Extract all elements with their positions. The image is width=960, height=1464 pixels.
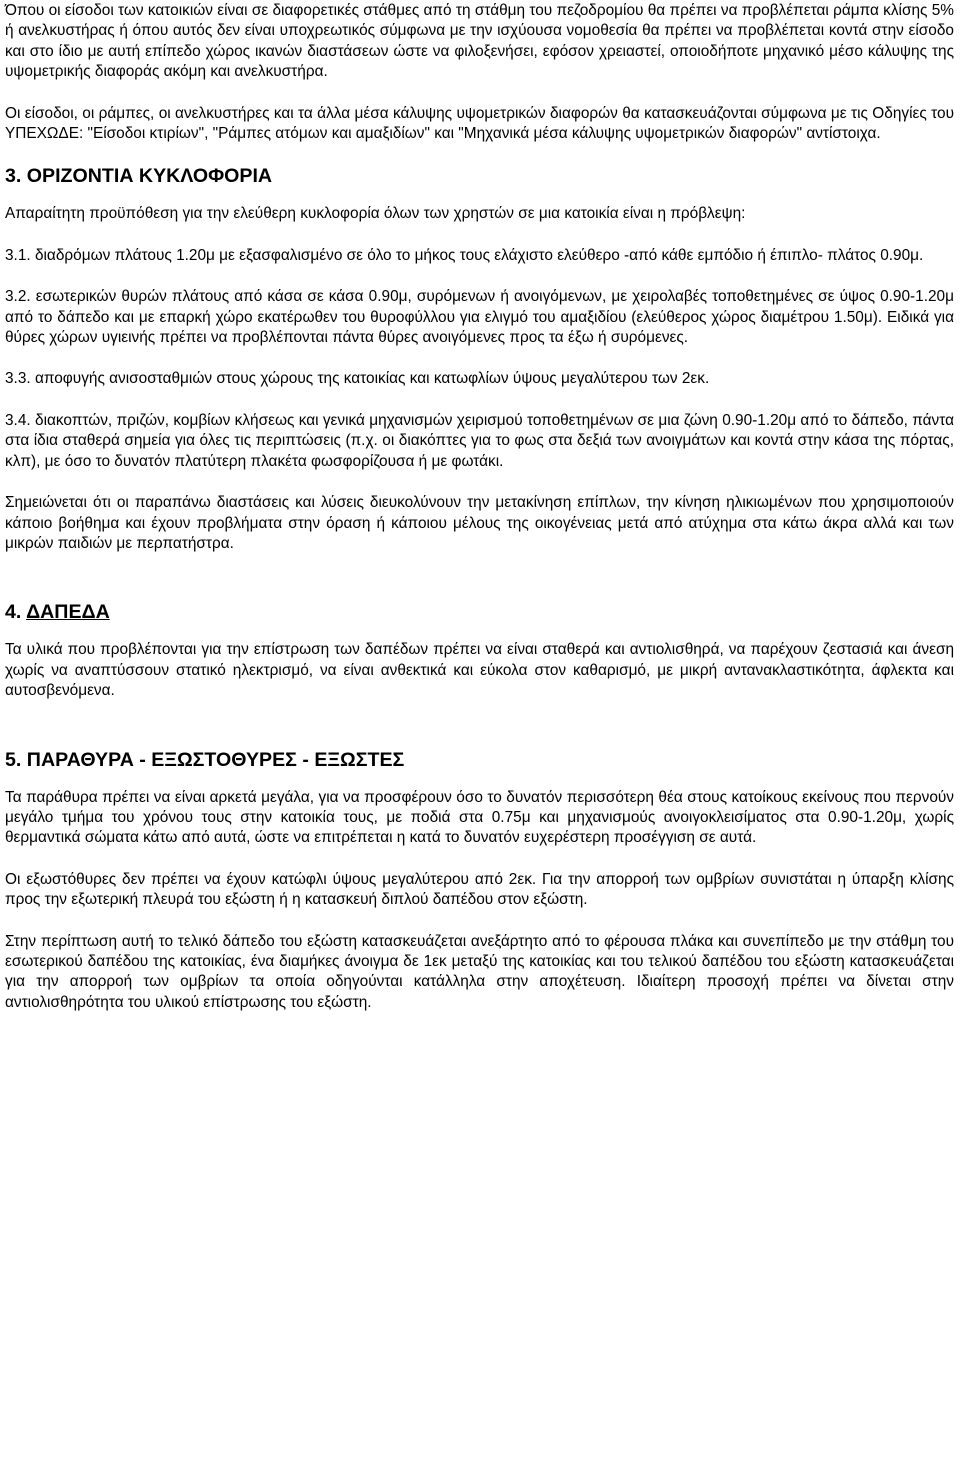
section-4-heading: [5, 600, 954, 624]
intro-paragraph: Όπου οι είσοδοι των κατοικιών είναι σε διαφορετικές στάθμες από τη στάθμη του πεζοδρομίου θα πρέπει να προβλέπεται ράμπα κλίσης 5% ή ανελκυστήρας ή όπου αυτός δεν είναι υποχρεωτικός σύμφωνα με την ισχύουσα νομοθεσία θα πρέπει να προβλέπεται κοντά στην είσοδο και στο ίδιο με αυτή επίπεδο χώρος ικανών διαστάσεων ώστε να φιλοξενήσει, εφόσον χρειαστεί, οποιοδήποτε μηχανικό μέσο κάλυψης της υψομετρικής διαφοράς ακόμη και ανελκυστήρα.: [5, 2, 954, 81]
item-3-3: 3.3. αποφυγής ανισοσταθμιών στους χώρους της κατοικίας και κατωφλίων ύψους μεγαλύτερου των 2εκ.: [5, 370, 710, 388]
section-5-number: 5.: [5, 748, 27, 771]
section-3-heading: [5, 164, 954, 188]
section-4-title: ΔΑΠΕΔΑ: [26, 601, 110, 624]
item-3-1: 3.1. διαδρόμων πλάτους 1.20μ με εξασφαλισμένο σε όλο το μήκος τους ελάχιστο ελεύθερο -από κάθε εμπόδιο ή έπιπλο- πλάτος 0.90μ.: [5, 246, 924, 264]
section-4-body: Τα υλικά που προβλέπονται για την επίστρωση των δαπέδων πρέπει να είναι σταθερά και αντιολισθηρά, να παρέχουν ζεστασιά και άνεση χωρίς να αναπτύσσουν στατικό ηλεκτρισμό, να είναι ανθεκτικά και εύκολα στον καθαρισμό, με μικρή αντανακλαστικότητα, άφλεκτα και αυτοσβενόμενα.: [5, 641, 954, 700]
section-4-number: 4.: [5, 601, 27, 624]
section-3-note: Σημειώνεται ότι οι παραπάνω διαστάσεις και λύσεις διευκολύνουν την μετακίνηση επίπλων, την κίνηση ηλικιωμένων που χρησιμοποιούν κάποιο βοήθημα και έχουν προβλήματα στην όραση ή κάποιου μέλους της οικογένειας μετά από ατύχημα στα κάτω άκρα αλλά και των μικρών παιδιών με περπατήστρα.: [5, 494, 954, 552]
section-3-number: 3.: [5, 165, 27, 188]
section-3-intro: Απαραίτητη προϋπόθεση για την ελεύθερη κυκλοφορία όλων των χρηστών σε μια κατοικία είναι η πρόβλεψη:: [5, 205, 746, 223]
section-5-para-2: Οι εξωστόθυρες δεν πρέπει να έχουν κατώφλι ύψους μεγαλύτερου από 2εκ. Για την απορροή των ομβρίων συνιστάται η ύπαρξη κλίσης προς την εξωτερική πλευρά του εξώστη ή η κατασκευή διπλού δαπέδου στον εξώστη.: [5, 870, 954, 909]
section-5-para-3: Στην περίπτωση αυτή το τελικό δάπεδο του εξώστη κατασκευάζεται ανεξάρτητο από το φέρουσα πλάκα και συνεπίπεδο με την στάθμη του εσωτερικού δαπέδου της κατοικίας, ένα διαμήκες άνοιγμα δε 1εκ μεταξύ της κατοικίας και του τελικού δαπέδου του εξώστη κατασκευάζεται για την απορροή των ομβρίων τα οποία οδηγούνται κατάλληλα στην αποχέτευση. Ιδιαίτερη προσοχή πρέπει να δίνεται στην αντιολισθηρότητα του υλικού επίστρωσης του εξώστη.: [5, 932, 954, 1011]
section-5-para-1: Τα παράθυρα πρέπει να είναι αρκετά μεγάλα, για να προσφέρουν όσο το δυνατόν περισσότερη θέα στους κατοίκους εκείνους που περνούν μεγάλο τμήμα του χρόνου τους στην κατοικία τους, με ποδιά στα 0.75μ και μηχανισμούς ανοιγοκλεισίματος στα 0.90-1.20μ, χωρίς θερμαντικά σώματα κάτω από αυτά, ώστε να επιτρέπεται η κατά το δυνατόν ευχερέστερη προσέγγιση σε αυτά.: [5, 788, 954, 847]
entrances-paragraph: Οι είσοδοι, οι ράμπες, οι ανελκυστήρες και τα άλλα μέσα κάλυψης υψομετρικών διαφορών θα κατασκευάζονται σύμφωνα με τις Οδηγίες του ΥΠΕΧΩΔΕ: "Είσοδοι κτιρίων", "Ράμπες ατόμων και αμαξιδίων" και "Μηχανικά μέσα κάλυψης υψομετρικών διαφορών" αντίστοιχα.: [5, 104, 954, 143]
section-5-heading: [5, 748, 954, 772]
item-3-2: 3.2. εσωτερικών θυρών πλάτους από κάσα σε κάσα 0.90μ, συρόμενων ή ανοιγόμενων, με χειρολαβές τοποθετημένες σε ύψος 0.90-1.20μ από το δάπεδο και με επαρκή χώρο εκατέρωθεν του θυροφύλλου για ελιγμό του αμαξιδίου (ελεύθερος χώρος διαμέτρου 1.50μ). Ειδικά για θύρες χώρων υγιεινής πρέπει να προβλέπονται πάντα θύρες ανοιγόμενες προς τα έξω ή συρόμενες.: [5, 288, 954, 347]
section-5-title: ΠΑΡΑΘΥΡΑ - ΕΞΩΣΤΟΘΥΡΕΣ - ΕΞΩΣΤΕΣ: [26, 748, 405, 771]
item-3-4: 3.4. διακοπτών, πριζών, κομβίων κλήσεως και γενικά μηχανισμών χειρισμού τοποθετημένων σε μια ζώνη 0.90-1.20μ από το δάπεδο, πάντα στα ίδια σταθερά σημεία για όλες τις περιπτώσεις (π.χ. οι διακόπτες για το φως στα δεξιά των ανοιγμάτων και κοντά στην κάσα της πόρτας, κλπ), με όσο το δυνατόν πλατύτερη πλακέτα φωσφορίζουσα ή με φωτάκι.: [5, 411, 954, 470]
section-3-title: ΟΡΙΖΟΝΤΙΑ ΚΥΚΛΟΦΟΡΙΑ: [26, 165, 273, 188]
